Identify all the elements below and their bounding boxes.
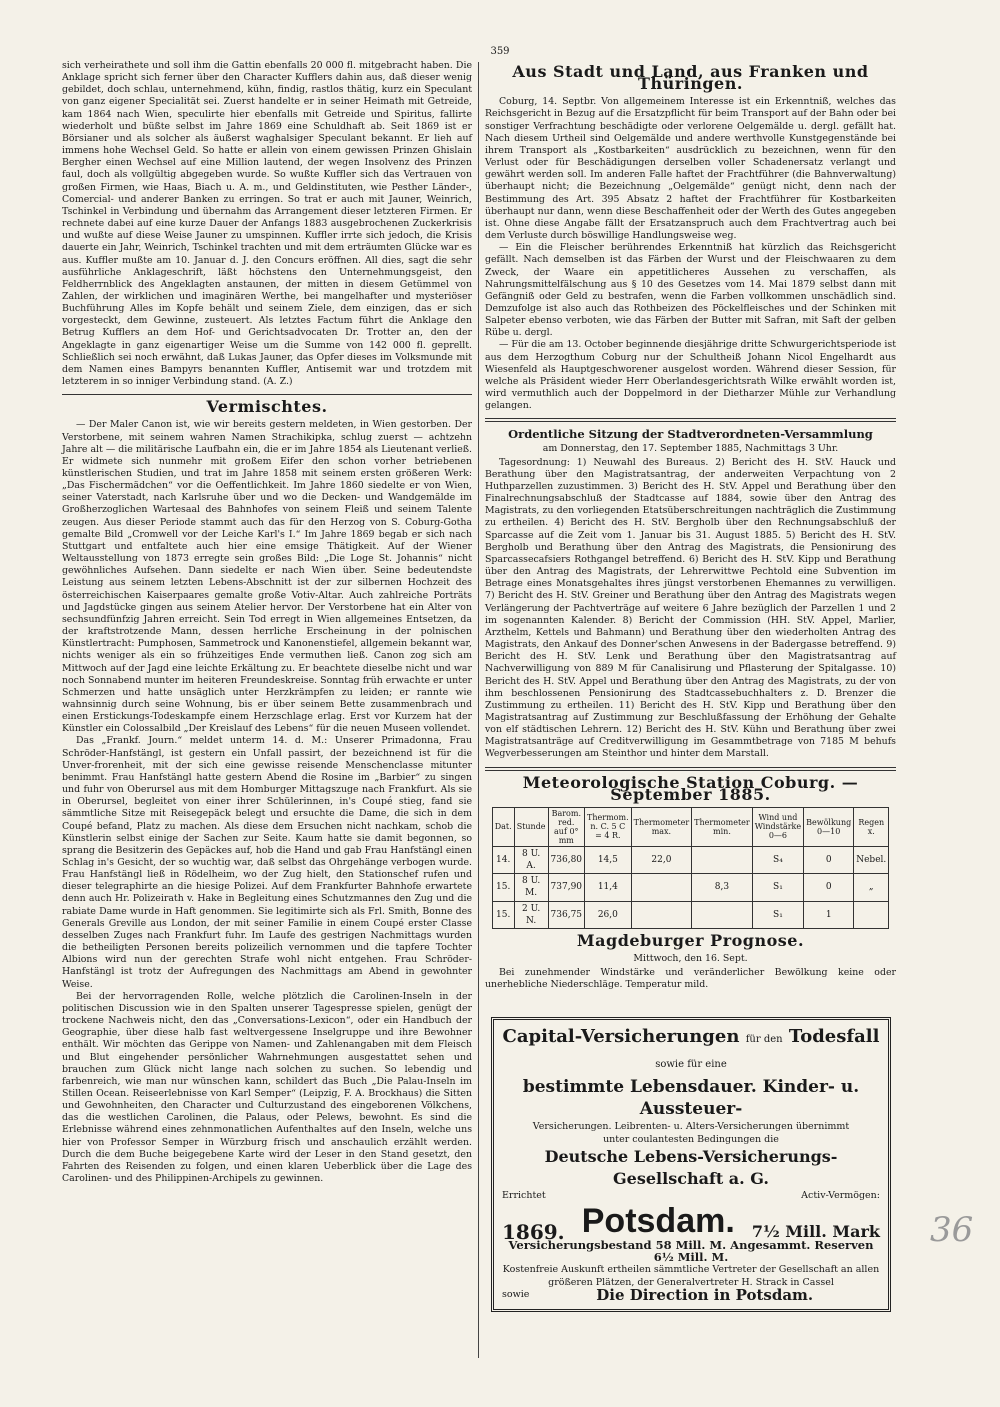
prognose-text: Bei zunehmender Windstärke und veränderlicher Bewölkung keine oder unerhebliche Niederschläge. Temperatur mild. bbox=[485, 967, 896, 991]
ad-line-2: bestimmte Lebensdauer. Kinder- u. Aussteuer- bbox=[522, 1077, 860, 1120]
carolinen-article: Bei der hervorragenden Rolle, welche plötzlich die Carolinen-Inseln in der politischen Discussion wie in den Spalten unserer Tagespresse spielen, genügt der trockene Nachweis nicht, den das „Conversations-Lexicon“, oder ein Handbuch der Geographie, über diese halb fast weltvergessene Inselgruppe und ihre Bewohner enthält. Wir möchten das Gerippe von Namen- und Zahlenangaben mit dem Fleisch und Blut eingehender persönlicher Wahrnehmungen ausgestattet sehen und brauchen zum Glück nicht lange nach solchen zu suchen. So lebendig und farbenreich, wie man nur wünschen kann, schildert das Buch „Die Palau-Inseln im Stillen Ocean. Reiseerlebnisse von Karl Semper“ (Leipzig, F. A. Brockhaus) die Sitten und Gewohnheiten, den Character und Culturzustand des eingeborenen Völkchens, das die westlichen Carolinen, die Palaus, oder Pelews, bewohnt. Es sind die Erlebnisse während eines zehnmonatlichen Aufenthaltes auf den Inseln, welche uns hier von Professor Semper in Würzburg frisch und anschaulich erzählt werden. Durch die dem Buche beigegebene Karte wird der Leser in den Stand gesetzt, den Fahrten des Reisenden zu folgen, und einen klaren Ueberblick über die Lage des Carolinen- und des Philippinen-Archipels zu gewinnen. bbox=[62, 990, 472, 1185]
fleischer-article: — Ein die Fleischer berührendes Erkenntniß hat kürzlich das Reichsgericht gefällt. Nach demselben ist das Färben der Wurst und der Fleischwaaren zu dem Zweck, der Waare ein appetitlicheres Aussehen zu verschaffen, als Nahrungsmittelfälschung aus § 10 des Gesetzes vom 14. Mai 1879 selbst dann mit Gefängniß oder Geld zu bestrafen, wenn die Farben vollkommen unschädlich sind. Demzufolge ist also auch das Rothbeizen des Pöckelfleisches und der Schinken mit Salpeter ebenso verboten, wie das Färben der Butter mit Safran, mit Saft der gelben Rübe u. dergl. bbox=[485, 242, 896, 339]
page-number: 359 bbox=[490, 46, 510, 57]
left-column bbox=[62, 60, 472, 1185]
ad-aktiv-value: 7½ Mill. Mark bbox=[751, 1222, 880, 1242]
ad-auskunft: Kostenfreie Auskunft ertheilen sämmtliche Vertreter der Gesellschaft an allen größeren Plätzen, der Generalvertreter H. Strack in Cassel bbox=[502, 1263, 880, 1288]
col-header: Regen x. bbox=[854, 807, 889, 846]
col-header: Stunde bbox=[514, 807, 548, 846]
coburg-article: Coburg, 14. Septbr. Von allgemeinem Interesse ist ein Erkenntniß, welches das Reichsgericht in Bezug auf die Ersatzpflicht für beim Transport auf der Bahn oder bei sonstiger Verfrachtung beschädigte oder verlorene Oelgemälde u. dergl. gefällt hat. Nach diesem Urtheil sind Oelgemälde und andere werthvolle Kunstgegenstände bei ihrem Transport als „Kostbarkeiten“ ausdrücklich zu bezeichnen, wenn für den Verlust oder für Beschädigungen derselben voller Schadenersatz verlangt und gewährt werden soll. Im anderen Falle haftet der Frachtführer (die Bahnverwaltung) überhaupt nicht; die Bezeichnung „Oelgemälde“ genügt nicht, denn nach der Bestimmung des Art. 395 Absatz 2 haftet der Frachtführer für Kostbarkeiten überhaupt nur dann, wenn diese Beschaffenheit oder der Werth des Gutes angegeben ist. Ohne diese Angabe fällt der Ersatzanspruch auch dem Frachtvertrag auch bei dem Verluste durch böswillige Handlungsweise weg. bbox=[485, 96, 896, 242]
cell: 14,5 bbox=[585, 846, 632, 873]
divider bbox=[485, 767, 896, 771]
col-header: Thermometer max. bbox=[631, 807, 692, 846]
table-header-row bbox=[492, 807, 889, 846]
cell bbox=[692, 846, 753, 873]
col-header: Bewölkung 0—10 bbox=[804, 807, 854, 846]
meeting-title: Ordentliche Sitzung der Stadtverordneten-Versammlung bbox=[508, 427, 873, 442]
cell: 2 U. N. bbox=[514, 901, 548, 928]
col-header: Thermom. n. C. 5 C = 4 R. bbox=[585, 807, 632, 846]
insurance-advertisement bbox=[491, 1017, 891, 1312]
ad-text: sowie für eine bbox=[655, 1059, 727, 1071]
cell bbox=[692, 901, 753, 928]
ad-text: sowie bbox=[502, 1288, 530, 1300]
col-header: Wind und Windstärke 0—6 bbox=[752, 807, 803, 846]
ad-row bbox=[502, 1190, 880, 1202]
ad-versbestand: Versicherungsbestand 58 Mill. M. Angesammt. Reserven 6½ Mill. M. bbox=[508, 1237, 874, 1264]
vermischtes-heading: Vermischtes. bbox=[206, 397, 328, 417]
cell: 736,80 bbox=[548, 846, 585, 873]
pencil-annotation: 36 bbox=[930, 1210, 974, 1250]
ad-year: 1869. bbox=[502, 1220, 565, 1245]
kuffler-article: sich verheirathete und soll ihm die Gattin ebenfalls 20 000 fl. mitgebracht haben. Die Anklage spricht sich ferner über den Character Kufflers dahin aus, daß dieser wenig gebildet, doch schlau, unternehmend, kühn, findig, rastlos thätig, kurz ein Speculant von ganz eigener Specialität sei. Zuerst handelte er in seiner Heimath mit Getreide, kam 1864 nach Wien, speculirte hier ebenfalls mit Getreide und Spiritus, fallirte wiederholt und büßte selbst im Jahre 1869 eine Schuldhaft ab. Seit 1869 ist er Börsianer und als solcher als äußerst waghalsiger Speculant bekannt. Er lieh auf immens hohe Wechsel Geld. So hatte er allein von einem gewissen Prinzen Ghislain Bergher einen Wechsel auf eine Million lautend, der wegen Insolvenz des Prinzen faul, doch als vollgültig abgegeben wurde. So wußte Kuffler sich das Vertrauen von großen Firmen, wie Haas, Biach u. A. m., und Geldinstituten, wie Pesther Länder-, Comercial- und anderer Banken zu erringen. So trat er auch mit Jauner, Weinrich, Tschinkel in Verbindung und übernahm das Arrangement dieser letzteren Firmen. Er rechnete dabei auf eine kurze Dauer der Anfangs 1883 ausgebrochenen Zuckerkrisis und wußte auf diese Weise Jauner zu umspinnen. Kuffler irrte sich jedoch, die Krisis dauerte ein Jahr, Weinrich, Tschinkel trachten und mit dem erträumten Glücke war es aus. Kuffler mußte am 10. Januar d. J. den Concurs eröffnen. All dies, sagt die sehr ausführliche Anklageschrift, läßt höchstens den Unternehmungsgeist, den Feldherrnblick des Angeklagten anstaunen, der mitten in diesem Getümmel von Zahlen, der wirklichen und imaginären Werthe, bei mangelhafter und mysteriöser Buchführung Alles im Kopfe behält und seinem Ziele, dem einzigen, das er sich vorgesteckt, dem Gewinne, zusteuert. Als letztes Factum führt die Anklage den Betrug Kufflers an dem Hof- und Gerichtsadvocaten Dr. Trotter an, den der Angeklagte in ganz eigenartiger Weise um die Summe von 142 000 fl. geprellt. Schließlich sei noch erwähnt, daß Lukas Jauner, das Opfer dieses im Volksmunde mit dem Namen eines Bampyrs benannten Kuffler, Antisemit war und trotzdem mit letzterem in so inniger Verbindung stand. (A. Z.) bbox=[62, 60, 472, 388]
company-name: Deutsche Lebens-Versicherungs-Gesellschaft a. G. bbox=[544, 1147, 838, 1189]
ad-text: für den bbox=[745, 1034, 783, 1046]
table-row bbox=[492, 874, 889, 901]
cell bbox=[854, 901, 889, 928]
met-title: Meteorologische Station Coburg. — September 1885. bbox=[522, 772, 859, 804]
canon-article: — Der Maler Canon ist, wie wir bereits gestern meldeten, in Wien gestorben. Der Verstorbene, mit seinem wahren Namen Strachikipka, schlug zuerst — achtzehn Jahre alt — die militärische Laufbahn ein, die er im Jahre 1854 als Lieutenant verließ. Er widmete sich nunmehr mit großem Eifer den schon vorher betriebenen künstlerischen Studien, und trat im Jahre 1858 mit seinem ersten größeren Werk: „Das Fischermädchen“ vor die Oeffentlichkeit. Im Jahre 1860 siedelte er von Wien, seiner Vaterstadt, nach Karlsruhe über und wo die Decken- und Wandgemälde im Großherzoglichen Wartesaal des Bahnhofes von seinem Fleiß und seinem Talente zeugen. Aus dieser Periode stammt auch das für den Herzog von S. Coburg-Gotha gemalte Bild „Cromwell vor der Leiche Karl's I.“ Im Jahre 1869 begab er sich nach Stuttgart und entfaltete auch hier eine emsige Thätigkeit. Auf der Wiener Weltausstellung von 1873 erregte sein großes Bild: „Die Loge St. Johannis“ nicht gewöhnliches Aufsehen. Dann siedelte er nach Wien über. Seine bedeutendste Leistung aus seinem letzten Lebens-Abschnitt ist der zur silbernen Hochzeit des österreichischen Kaiserpaares gemalte große Votiv-Altar. Auch zahlreiche Porträts und Jagdstücke gingen aus seinem Atelier hervor. Der Verstorbene hat ein Alter von sechsundfünfzig Jahren erreicht. Sein Tod erregt in Wien allgemeines Entsetzen, da der kraftstrotzende Mann, dessen herrliche Erscheinung in der polnischen Künstlertracht: Pumphosen, Sammetrock und Kanonenstiefel, allgemein bekannt war, nichts weniger als ein so frühzeitiges Ende vermuthen ließ. Canon zog sich am Mittwoch auf der Jagd eine leichte Erkältung zu. Er beachtete dieselbe nicht und war noch Sonnabend munter im heiteren Freundeskreise. Sonntag früh erwachte er unter Schmerzen und hatte unsäglich unter Herzkrämpfen zu leiden; er rannte wie wahnsinnig durch seine Wohnung, bis er über seinem Bette zusammenbrach und einen Erstickungs-Todeskampfe einem Herzschlage erlag. Erst vor Kurzem hat der Künstler ein Colossalbild „Der Kreislauf des Lebens“ für die neuen Museen vollendet. bbox=[62, 419, 472, 735]
cell: 26,0 bbox=[585, 901, 632, 928]
col-header: Barom. red. auf 0° mm bbox=[548, 807, 585, 846]
cell: 8,3 bbox=[692, 874, 753, 901]
cell bbox=[631, 874, 692, 901]
local-news-heading: Aus Stadt und Land, aus Franken und Thüringen. bbox=[512, 62, 869, 94]
cell: 22,0 bbox=[631, 846, 692, 873]
cell: 14. bbox=[492, 846, 514, 873]
meeting-subtitle: am Donnerstag, den 17. September 1885, Nachmittags 3 Uhr. bbox=[542, 442, 839, 454]
cell: 8 U. A. bbox=[514, 846, 548, 873]
divider bbox=[485, 418, 896, 422]
prognose-title: Magdeburger Prognose. bbox=[576, 930, 805, 950]
ad-row bbox=[502, 1285, 880, 1304]
cell bbox=[631, 901, 692, 928]
cell: 736,75 bbox=[548, 901, 585, 928]
cell: 15. bbox=[492, 874, 514, 901]
ad-direction: Die Direction in Potsdam. bbox=[596, 1285, 814, 1304]
ad-text: Capital-Versicherungen bbox=[502, 1026, 740, 1048]
column-divider bbox=[478, 62, 479, 1358]
hanfstaengl-article: Das „Frankf. Journ.“ meldet unterm 14. d. M.: Unserer Primadonna, Frau Schröder-Hanfstängl, ist gestern ein Unfall passirt, der bezeichnend ist für die Unver-frorenheit, mit der sich eine gewisse reisende Menschenclasse mitunter benimmt. Frau Hanfstängl hatte gestern Abend die Rosine im „Barbier“ zu singen und fuhr von Oberursel aus mit dem Homburger Mittagszuge nach Frankfurt. Als sie in Oberursel, begleitet von einer ihrer Schülerinnen, in's Coupé stieg, fand sie sämmtliche Sitze mit Reisegepäck belegt und ersuchte die Dame, die sich in dem Coupé befand, Platz zu machen. Als diese dem Ersuchen nicht nachkam, schob die Künstlerin selbst einige der Sachen zur Seite. Kaum hatte sie damit begonnen, so sprang die Besitzerin des Gepäckes auf, hob die Hand und gab Frau Hanfstängl einen Schlag in's Gesicht, der so wuchtig war, daß selbst das Ohrgehänge verbogen wurde. Frau Hanfstängl ließ in Rödelheim, wo der Zug hielt, den Stationschef rufen und dieser telegraphirte an die hiesige Polizei. Auf dem Frankfurter Bahnhofe erwartete denn auch Hr. Polizeirath v. Hake in Begleitung eines Schutzmannes den Zug und die rabiate Dame wurde in Haft genommen. Sie legitimirte sich als Frl. Smith, Bonne des Generals Greville aus London, der mit seiner Familie in einem Coupé erster Classe desselben Zuges nach Frankfurt fuhr. Im Laufe des gestrigen Nachmittags wurden die betheiligten Personen bereits polizeilich vernommen und die tapfere Tochter Albions wird nun der gerechten Strafe wohl nicht entgehen. Frau Schröder-Hanfstängl ist trotz der Aufregungen des Nachmittags am Abend in gewohnter Weise. bbox=[62, 735, 472, 990]
ad-row bbox=[502, 1201, 880, 1245]
ad-line-3b: unter coulantesten Bedingungen die bbox=[603, 1134, 779, 1146]
ad-line-3: Versicherungen. Leibrenten- u. Alters-Versicherungen übernimmt bbox=[532, 1121, 850, 1133]
weather-table bbox=[492, 807, 890, 929]
ad-line-1 bbox=[502, 1026, 880, 1076]
table-row bbox=[492, 901, 889, 928]
divider bbox=[62, 394, 472, 395]
cell: 11,4 bbox=[585, 874, 632, 901]
ad-text: Activ-Vermögen: bbox=[801, 1190, 880, 1202]
cell: 0 bbox=[804, 846, 854, 873]
cell: S₁ bbox=[752, 901, 803, 928]
cell: Nebel. bbox=[854, 846, 889, 873]
cell: S₁ bbox=[752, 874, 803, 901]
cell: 0 bbox=[804, 874, 854, 901]
schwurgericht-article: — Für die am 13. October beginnende diesjährige dritte Schwurgerichtsperiode ist aus dem Herzogthum Coburg nur der Schultheiß Johann Nicol Engelhardt aus Wiesenfeld als Hauptgeschworener ausgelost worden. Während dieser Session, für welche als Präsident wieder Herr Oberlandesgerichtsrath Wilke erwählt worden ist, wird vermuthlich auch der Doppelmord in der Dietharzer Mühle zur Verhandlung gelangen. bbox=[485, 339, 896, 412]
col-header: Dat. bbox=[492, 807, 514, 846]
cell: „ bbox=[854, 874, 889, 901]
meeting-agenda: Tagesordnung: 1) Neuwahl des Bureaus. 2) Bericht des H. StV. Hauck und Berathung über den Magistratsantrag, der anderweiten Verpachtung von 2 Huthparzellen zuzustimmen. 3) Bericht des H. StV. Appel und Berathung über den Finalrechnungsabschluß der Stadtcasse auf 1884, sowie über den Antrag des Magistrats, zu den vorliegenden Etatsüberschreitungen nachträglich die Zustimmung zu ertheilen. 4) Bericht des H. StV. Bergholb über den Rechnungsabschluß der Sparcasse auf die Zeit vom 1. Januar bis 31. August 1885. 5) Bericht des H. StV. Bergholb und Berathung über den Antrag des Magistrats, die Pensionirung des Sparcassecafsiers Rothgangel betreffend. 6) Bericht des H. StV. Kipp und Berathung über den Antrag des Magistrats, der Lehrerwittwe Pechtold eine Subvention im Betrage eines Monatsgehaltes ihres jüngst verstorbenen Ehemannes zu verwilligen. 7) Bericht des H. StV. Greiner und Berathung über den Antrag des Magistrats wegen Verlängerung der Pachtverträge auf weitere 6 Jahre bezüglich der Parzellen 1 und 2 im sogenannten Kalender. 8) Bericht der Commission (HH. StV. Appel, Marlier, Arzthelm, Kettels und Bahmann) und Berathung über den wiederholten Antrag des Magistrats, den Ankauf des Donner'schen Anwesens in der Badergasse betreffend. 9) Bericht des H. StV. Lenk und Berathung über den Magistratsantrag auf Nachverwilligung von 889 M für Canalisirung und Pflasterung der Spitalgasse. 10) Bericht des H. StV. Appel und Berathung über den Antrag des Magistrats, zu der von ihm beschlossenen Pensionirung des Stadtcassebuchhalters z. D. Brenzer die Zustimmung zu ertheilen. 11) Bericht des H. StV. Kipp und Berathung über den Magistratsantrag auf Zustimmung zur Beschlußfassung der Erhöhung der Gehalte von elf städtischen Lehrern. 12) Bericht des H. StV. Kühn und Berathung über zwei Magistratsanträge auf Creditverwilligung im Gesammtbetrage von 7185 M behufs Wegverbesserungen am Steinthor und hinter dem Marstall. bbox=[485, 456, 896, 760]
table-row bbox=[492, 846, 889, 873]
cell: 1 bbox=[804, 901, 854, 928]
col-header: Thermometer min. bbox=[692, 807, 753, 846]
ad-city: Potsdam. bbox=[581, 1201, 735, 1240]
ad-text: Todesfall bbox=[788, 1026, 880, 1048]
cell: 15. bbox=[492, 901, 514, 928]
prognose-date: Mittwoch, den 16. Sept. bbox=[633, 953, 748, 964]
cell: 737,90 bbox=[548, 874, 585, 901]
right-column bbox=[485, 60, 896, 1312]
cell: 8 U. M. bbox=[514, 874, 548, 901]
cell: S₄ bbox=[752, 846, 803, 873]
ad-text: Errichtet bbox=[502, 1190, 546, 1202]
